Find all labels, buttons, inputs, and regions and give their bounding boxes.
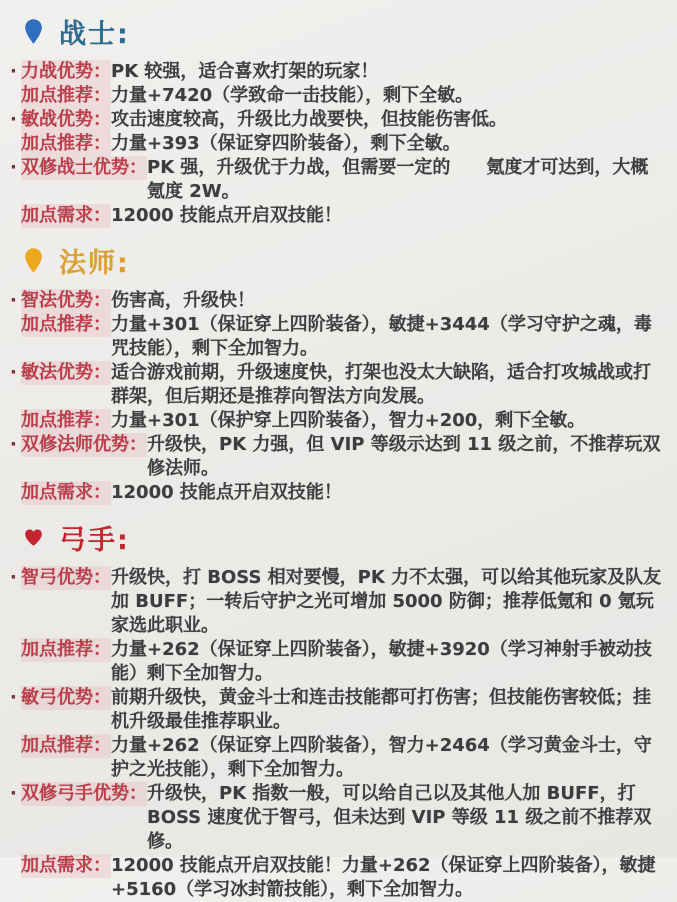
item-label: 加点推荐： [21, 639, 111, 660]
item-label: 双修弓手优势： [21, 783, 147, 804]
item-text: 攻击速度较高，升级比力战要快，但技能伤害低。 [111, 109, 507, 130]
guide-item [10, 566, 663, 638]
section-mage [10, 241, 663, 505]
item-label: 加点推荐： [21, 133, 111, 154]
section-header [23, 12, 663, 51]
item-label: 双修法师优势： [21, 434, 147, 455]
guide-item [10, 481, 663, 505]
item-text: 力量+301（保证穿上四阶装备），敏捷+3444（学习守护之魂，毒咒技能），剩下全加智力。 [111, 314, 652, 359]
item-text: 力量+262（保证穿上四阶装备），智力+2464（学习黄金斗士，守护之光技能），剩下全加智力。 [111, 735, 652, 780]
guide-item [10, 156, 663, 204]
guide-item [10, 132, 663, 156]
item-text: 12000 技能点开启双技能！ [111, 482, 342, 503]
item-text: 伤害高，升级快！ [111, 290, 255, 311]
item-text: 力量+301（保护穿上四阶装备），智力+200，剩下全敏。 [111, 410, 586, 431]
item-bullet: · [10, 109, 17, 130]
item-bullet: · [10, 687, 17, 708]
item-label: 加点需求： [21, 205, 111, 226]
pin-icon [23, 247, 44, 274]
item-label: 敏战优势： [21, 109, 111, 130]
guide-item [10, 686, 663, 734]
item-label: 智弓优势： [21, 567, 111, 588]
item-label: 加点需求： [21, 855, 111, 876]
section-items [10, 60, 663, 228]
item-bullet: · [10, 157, 17, 178]
guide-item [10, 108, 663, 132]
item-bullet: · [10, 783, 17, 804]
section-title: 弓手: [59, 525, 130, 556]
section-header [23, 518, 663, 557]
item-label: 力战优势： [21, 61, 111, 82]
item-label: 敏弓优势： [21, 687, 111, 708]
guide-item [10, 854, 663, 902]
guide-item [10, 204, 663, 228]
item-text: 12000 技能点开启双技能！ [111, 205, 342, 226]
item-text: 力量+262（保证穿上四阶装备），敏捷+3920（学习神射手被动技能）剩下全加智力。 [111, 639, 652, 684]
item-text: 力量+7420（学致命一击技能），剩下全敏。 [111, 85, 474, 106]
item-label: 敏法优势： [21, 362, 111, 383]
guide-item [10, 409, 663, 433]
guide-item [10, 361, 663, 409]
item-bullet: · [10, 61, 17, 82]
section-items [10, 289, 663, 505]
item-text: 升级快，打 BOSS 相对要慢，PK 力不太强，可以给其他玩家及队友加 BUFF；一转后守护之光可增加 5000 防御；推荐低氪和 0 氪玩家选此职业。 [111, 567, 662, 636]
guide-item [10, 313, 663, 361]
item-text: 力量+393（保证穿四阶装备），剩下全敏。 [111, 133, 461, 154]
guide-item [10, 638, 663, 686]
section-title: 法师: [59, 248, 130, 279]
item-label: 加点需求： [21, 482, 111, 503]
section-archer [10, 518, 663, 902]
heart-icon [23, 524, 44, 551]
guide-item [10, 433, 663, 481]
item-label: 加点推荐： [21, 85, 111, 106]
item-label: 双修战士优势： [21, 157, 147, 178]
item-bullet: · [10, 290, 17, 311]
item-bullet: · [10, 362, 17, 383]
section-warrior [10, 12, 663, 228]
guide-item [10, 734, 663, 782]
section-header [23, 241, 663, 280]
item-bullet: · [10, 434, 17, 455]
guide-item [10, 782, 663, 854]
item-label: 加点推荐： [21, 735, 111, 756]
item-label: 加点推荐： [21, 314, 111, 335]
item-text: 12000 技能点开启双技能！力量+262（保证穿上四阶装备），敏捷+5160（学习冰封箭技能），剩下全加智力。 [111, 855, 656, 900]
item-label: 加点推荐： [21, 410, 111, 431]
item-label: 智法优势： [21, 290, 111, 311]
item-text: 升级快，PK 力强，但 VIP 等级示达到 11 级之前，不推荐玩双修法师。 [147, 434, 661, 479]
item-text: 前期升级快，黄金斗士和连击技能都可打伤害；但技能伤害较低；挂机升级最佳推荐职业。 [111, 687, 651, 732]
section-items [10, 566, 663, 902]
item-text: 适合游戏前期，升级速度快，打架也没太大缺陷，适合打攻城战或打群架，但后期还是推荐向智法方向发展。 [111, 362, 651, 407]
guide-item [10, 289, 663, 313]
item-text: PK 较强，适合喜欢打架的玩家！ [111, 61, 379, 82]
guide-item [10, 60, 663, 84]
pin-icon [23, 18, 44, 45]
item-text: PK 强，升级优于力战，但需要一定的 氪度才可达到，大概氪度 2W。 [147, 157, 649, 202]
item-bullet: · [10, 567, 17, 588]
guide-item [10, 84, 663, 108]
item-text: 升级快，PK 指数一般，可以给自己以及其他人加 BUFF，打 BOSS 速度优于智弓，但未达到 VIP 等级 11 级之前不推荐双修。 [147, 783, 652, 852]
section-title: 战士: [59, 19, 130, 50]
